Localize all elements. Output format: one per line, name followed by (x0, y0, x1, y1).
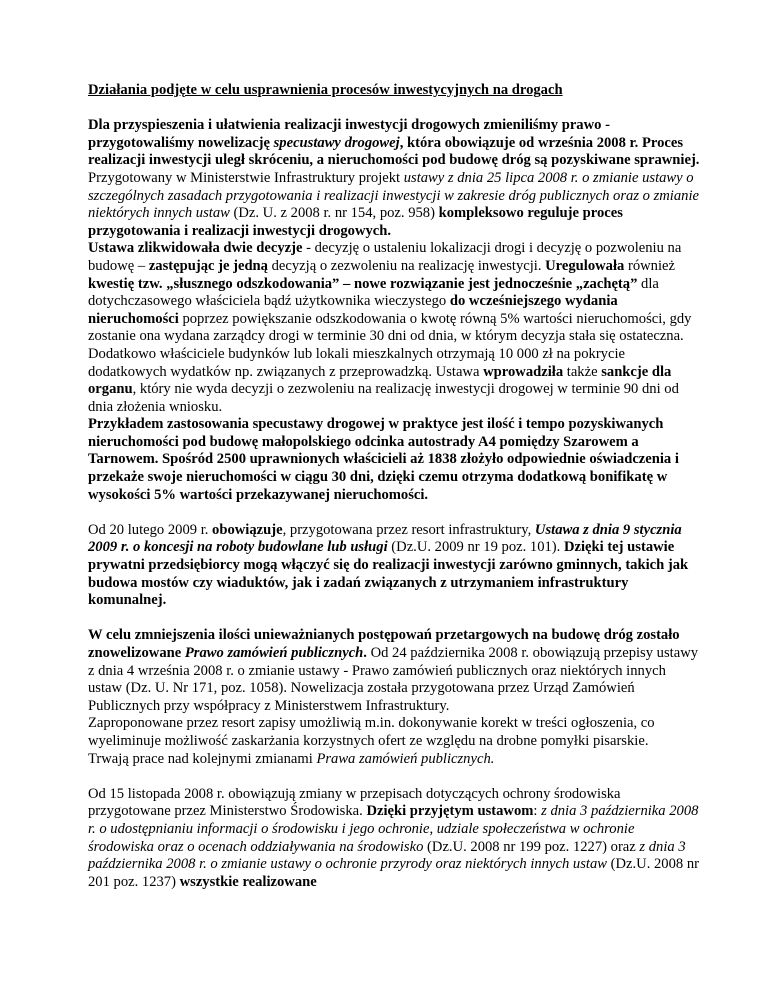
text-run: zastępując je jedną (148, 257, 268, 274)
paragraph-koncesja (88, 522, 700, 610)
paragraph-kolejne-zmiany (88, 751, 700, 769)
text-run: kompleksowo reguluje proces przygotowania i realizacji inwestycji drogowych. (88, 205, 623, 239)
document-title: Działania podjęte w celu usprawnienia procesów inwestycyjnych na drogach (88, 82, 563, 98)
text-run: decyzją o zezwoleniu na realizację inwestycji. (267, 257, 546, 274)
text-run: wszystkie realizowane (179, 873, 317, 890)
paragraph-decyzje (88, 240, 700, 416)
text-run: : (533, 803, 542, 820)
paragraph-zamowienia-publiczne (88, 627, 700, 715)
text-run: Uregulowała (545, 257, 625, 274)
text-run: Przygotowany w Ministerstwie Infrastruktury projekt (88, 169, 404, 186)
text-run: do wcześniejszego wydania nieruchomości (88, 293, 618, 327)
text-run: specustawy drogowej (273, 134, 400, 151)
text-run: - decyzję o ustaleniu lokalizacji drogi i decyzję o pozwoleniu na budowę – (88, 240, 682, 274)
text-run: Ustawa z dnia 9 stycznia 2009 r. o koncesji na roboty budowlane lub usługi (88, 521, 682, 556)
text-run: , która obowiązuje od września 2008 r. Proces realizacji inwestycji uległ skróceniu, a nieruchomości pod budowę dróg są pozyskiwane sprawniej. (88, 134, 700, 169)
text-run: Ustawa zlikwidowała dwie decyzje (88, 240, 303, 257)
text-run: wprowadziła (483, 363, 564, 380)
text-run: dla dotychczasowego właściciela bądź użytkownika wieczystego (88, 275, 659, 310)
text-run: , który nie wyda decyzji o zezwoleniu na realizację inwestycji drogowej w terminie 90 dni od dnia złożenia wniosku. (88, 381, 679, 415)
text-run: sankcje dla organu (88, 363, 672, 398)
document-page (88, 82, 700, 891)
text-run: poprzez powiększanie odszkodowania o kwotę równą 5% wartości nieruchomości, gdy zostanie ona wydana zarządcy drogi w terminie 30 dni od dnia, w którym decyzja stała się ostateczna. Dodatkowo właściciele budynków lub lokali mieszkalnych otrzymają 10 000 zł na pokrycie dodatkowych wydatków np. związanych z przeprowadzką. Ustawa (88, 310, 692, 380)
text-run: (Dz.U. 2008 nr 199 poz. 1227) oraz (423, 838, 640, 855)
text-run: Dzięki przyjętym ustawom (366, 803, 534, 820)
text-run: . (363, 645, 367, 661)
text-run: także (563, 363, 602, 380)
text-run: Prawo zamówień publicznych (184, 645, 364, 661)
paragraph-przyklad-a4 (88, 416, 700, 504)
text-run: Od 20 lutego 2009 r. (88, 521, 213, 538)
text-run: z dnia 3 października 2008 r. o zmianie ustawy o ochronie przyrody oraz niektórych innych ustaw (88, 838, 686, 873)
paragraph-projekt-ustawy (88, 170, 700, 240)
text-run: (Dz. U. z 2008 r. nr 154, poz. 958) (229, 205, 439, 222)
text-run: z dnia 3 października 2008 r. o udostępnianiu informacji o środowisku i jego ochronie, udziale społeczeństwa w ochronie środowiska oraz o ocenach oddziaływania na środowisko (88, 803, 699, 855)
text-run: ustawy z dnia 25 lipca 2008 r. o zmianie ustawy o szczególnych zasadach przygotowania i realizacji inwestycji w zakresie dróg publicznych oraz o zmianie niektórych innych ustaw (88, 169, 699, 222)
text-run: Trwają prace nad kolejnymi zmianami (88, 750, 317, 767)
text-run: (Dz.U. 2009 nr 19 poz. 101). (387, 539, 564, 556)
text-run: Od 24 października 2008 r. obowiązują przepisy ustawy z dnia 4 września 2008 r. o zmianie ustawy - Prawo zamówień publicznych oraz niektórych innych ustaw (Dz. U. Nr 171, poz. 1058). Nowelizacja została przygotowana przez Urząd Zamówień Publicznych przy współpracy z Ministerstwem Infrastruktury. (88, 645, 699, 714)
text-run: kwestię tzw. „słusznego odszkodowania” – nowe rozwiązanie jest jednocześnie „zachętą” (88, 275, 638, 292)
text-run: również (624, 257, 675, 274)
text-run: , przygotowana przez resort infrastruktury, (282, 521, 535, 538)
text-run: Przykładem zastosowania specustawy drogowej w praktyce jest ilość i tempo pozyskiwanych nieruchomości pod budowę małopolskiego odcinka autostrady A4 pomiędzy Szarowem a Tarnowem. Spośród 2500 uprawnionych właścicieli aż 1838 złożyło odpowiednie oświadczenia i przekaże swoje nieruchomości w ciągu 30 dni, dzięki czemu otrzyma dodatkową bonifikatę w wysokości 5% wartości przekazywanej nieruchomości. (88, 416, 679, 503)
text-run: W celu zmniejszenia ilości unieważnianych postępowań przetargowych na budowę dróg zostało znowelizowane (88, 627, 680, 661)
paragraph-specustawa-intro (88, 117, 700, 170)
text-run: Od 15 listopada 2008 r. obowiązują zmiany w przepisach dotyczących ochrony środowiska przygotowane przez Ministerstwo Środowiska. (88, 785, 621, 820)
text-run: Dzięki tej ustawie prywatni przedsiębiorcy mogą włączyć się do realizacji inwestycji zarówno gminnych, takich jak budowa mostów czy wiaduktów, jak i zadań związanych z utrzymaniem infrastruktury komunalnej. (88, 539, 689, 609)
text-run: obowiązuje (212, 521, 283, 538)
text-run: Zaproponowane przez resort zapisy umożliwią m.in. dokonywanie korekt w treści ogłoszenia, co wyeliminuje możliwość zaskarżania korzystnych ofert ze względu na drobne pomyłki pisarskie. (88, 715, 655, 749)
text-run: Dla przyspieszenia i ułatwienia realizacji inwestycji drogowych zmieniliśmy prawo - przygotowaliśmy nowelizację (88, 117, 610, 151)
text-run: Prawa zamówień publicznych. (316, 750, 495, 767)
paragraph-zapisy-resortu (88, 715, 700, 750)
paragraph-ochrona-srodowiska (88, 786, 700, 892)
text-run: (Dz.U. 2008 nr 201 poz. 1237) (88, 856, 699, 890)
